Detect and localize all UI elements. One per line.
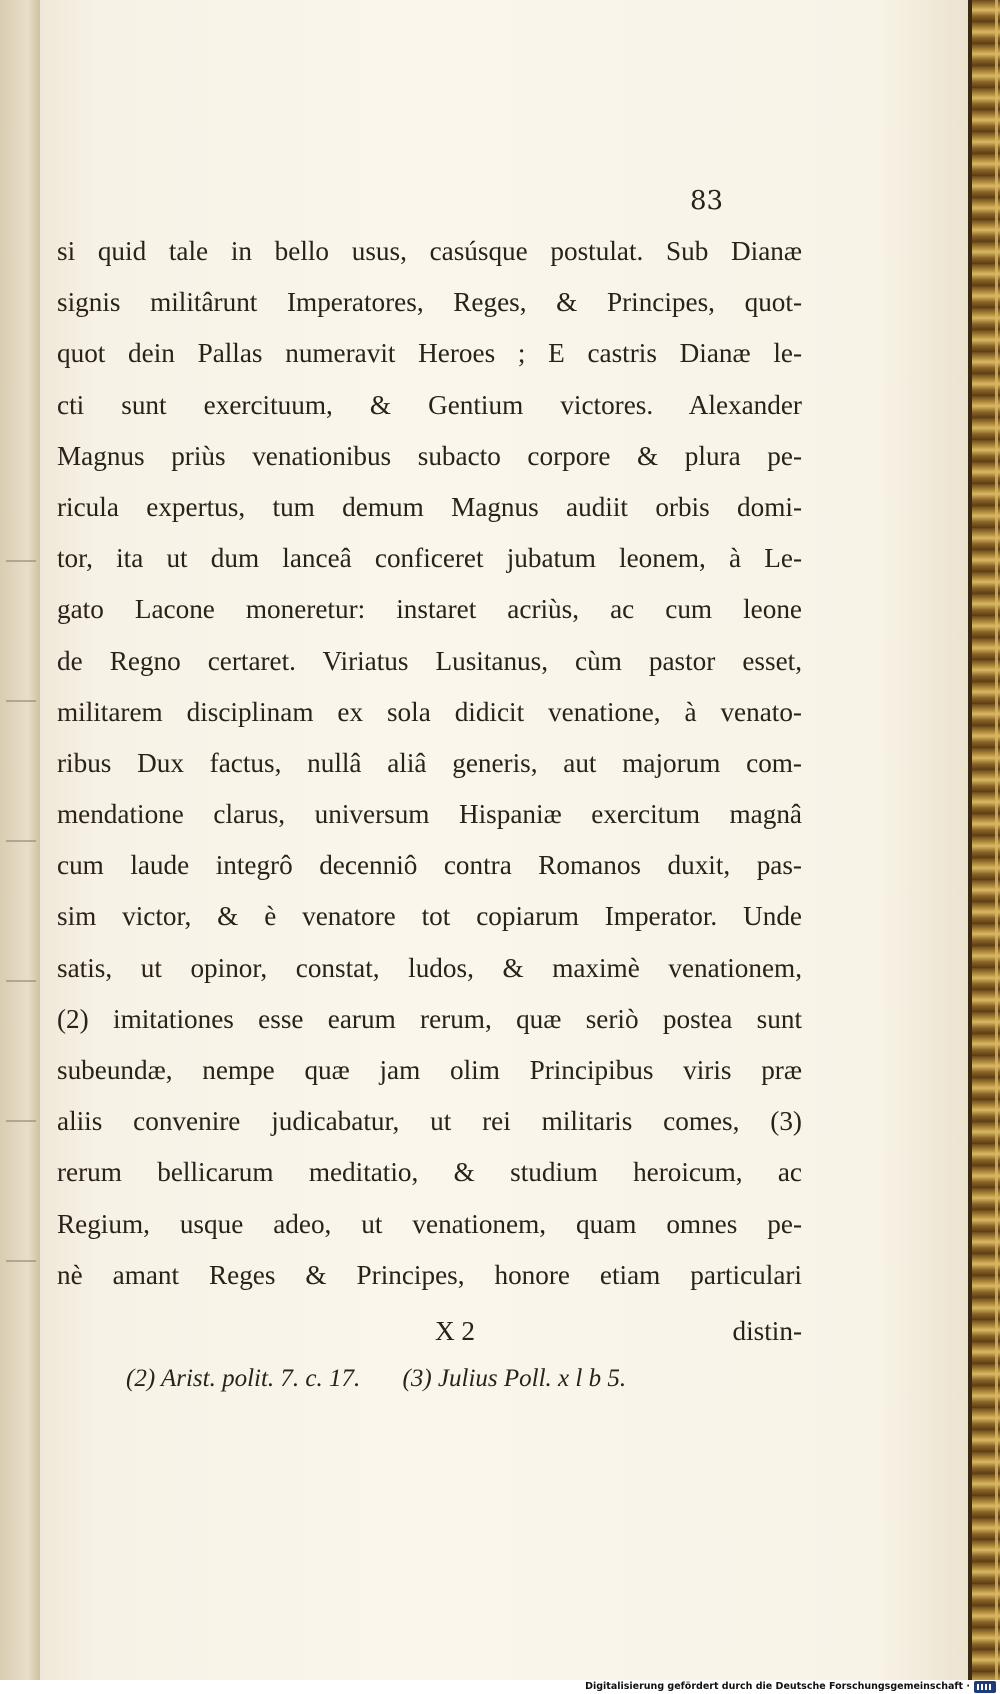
text-line: Magnus priùs venationibus subacto corpore & plura pe-: [57, 440, 802, 471]
footnotes: [126, 1365, 802, 1393]
text-line: de Regno certaret. Viriatus Lusitanus, cùm pastor esset,: [57, 645, 802, 676]
funding-credit: Digitalisierung gefördert durch die Deutsche Forschungsgemeinschaft ·: [585, 1681, 970, 1692]
page-number: 83: [690, 186, 724, 216]
text-line: nè amant Reges & Principes, honore etiam particulari: [57, 1259, 802, 1290]
text-line: ricula expertus, tum demum Magnus audiit orbis domi-: [57, 491, 802, 522]
body-text: [57, 226, 802, 1301]
digitization-footer: [0, 1680, 1000, 1694]
text-line: satis, ut opinor, constat, ludos, & maximè venationem,: [57, 952, 802, 983]
text-line: subeundæ, nempe quæ jam olim Principibus viris præ: [57, 1055, 802, 1085]
text-line: ribus Dux factus, nullâ aliâ generis, aut majorum com-: [57, 747, 802, 778]
text-line: militarem disciplinam ex sola didicit venatione, à venato-: [57, 696, 802, 727]
footnote: (3) Julius Poll. x l b 5.: [402, 1365, 627, 1392]
catchword: distin-: [732, 1316, 802, 1346]
text-line: tor, ita ut dum lanceâ conficeret jubatum leonem, à Le-: [57, 543, 802, 574]
text-line: signis militârunt Imperatores, Reges, & Principes, quot-: [57, 287, 802, 318]
text-line: gato Lacone moneretur: instaret acriùs, ac cum leone: [57, 594, 802, 625]
bleed-mark: [6, 840, 36, 842]
bleed-mark: [6, 700, 36, 702]
text-line: (2) imitationes esse earum rerum, quæ seriò postea sunt: [57, 1003, 802, 1034]
footnote: (2) Arist. polit. 7. c. 17.: [126, 1365, 361, 1392]
bleed-mark: [6, 1260, 36, 1262]
text-line: cti sunt exercituum, & Gentium victores. Alexander: [57, 389, 802, 420]
text-line: quot dein Pallas numeravit Heroes ; E castris Dianæ le-: [57, 338, 802, 369]
text-line: aliis convenire judicabatur, ut rei militaris comes, (3): [57, 1106, 802, 1137]
text-line: si quid tale in bello usus, casúsque postulat. Sub Dianæ: [57, 236, 802, 266]
gilt-cover-edge: [968, 0, 1000, 1680]
facing-page-edge: [0, 0, 41, 1680]
text-line: Regium, usque adeo, ut venationem, quam omnes pe-: [57, 1208, 802, 1239]
bleed-mark: [6, 980, 36, 982]
bleed-mark: [6, 1120, 36, 1122]
text-line: cum laude integrô decenniô contra Romanos duxit, pas-: [57, 850, 802, 881]
text-line: rerum bellicarum meditatio, & studium heroicum, ac: [57, 1157, 802, 1188]
text-line: mendatione clarus, universum Hispaniæ exercitum magnâ: [57, 799, 802, 830]
text-line: sim victor, & è venatore tot copiarum Imperator. Unde: [57, 901, 802, 932]
dfg-logo-icon: [974, 1681, 996, 1693]
bleed-mark: [6, 560, 36, 562]
signature-mark: X 2: [435, 1316, 476, 1346]
